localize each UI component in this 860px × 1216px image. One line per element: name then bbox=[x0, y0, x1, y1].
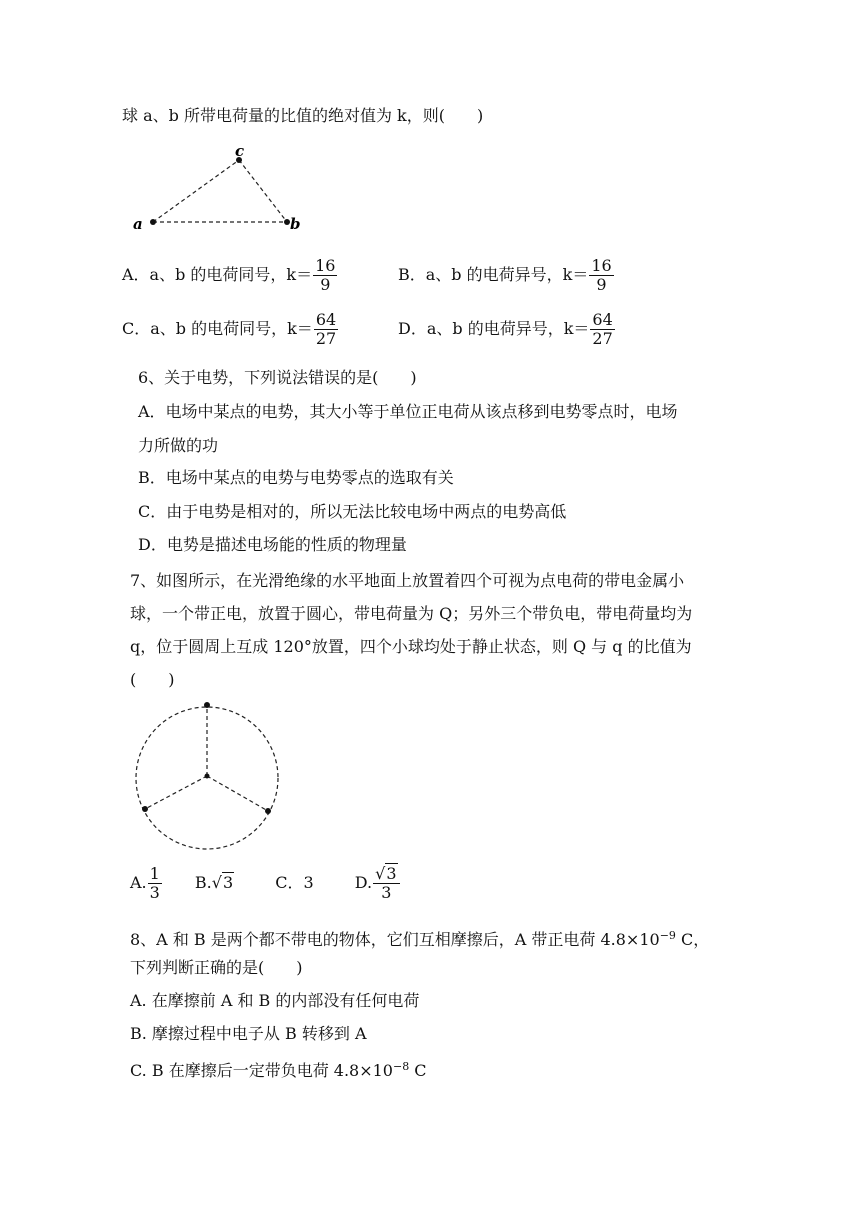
q8-option-a: A. 在摩擦前 A 和 B 的内部没有任何电荷 bbox=[130, 991, 420, 1010]
q7-options bbox=[130, 864, 400, 902]
q8-line2: 下列判断正确的是( ) bbox=[130, 958, 303, 977]
point-label-b: b bbox=[290, 215, 301, 233]
sqrt: √3 bbox=[211, 873, 234, 892]
q5-option-d bbox=[398, 312, 615, 347]
q5-option-d-text: D．a、b 的电荷异号，k＝ bbox=[398, 319, 590, 338]
fraction: $\frac{64}{27}$ bbox=[592, 310, 613, 348]
q7-line2: 球，一个带正电，放置于圆心，带电荷量为 Q；另外三个带负电，带电荷量均为 bbox=[130, 604, 693, 623]
q8-line1: 8、A 和 B 是两个都不带电的物体，它们互相摩擦后，A 带正电荷 $4.8\times 10^{-9}$ C， bbox=[130, 929, 710, 949]
triangle-figure bbox=[120, 140, 320, 240]
q7-line1: 7、如图所示，在光滑绝缘的水平地面上放置着四个可视为点电荷的带电金属小 bbox=[130, 571, 685, 590]
q6-stem: 6、关于电势，下列说法错误的是( ) bbox=[138, 368, 417, 387]
point-label-c: c bbox=[235, 142, 245, 160]
q7-option-a: A. $\frac{1}{3}$ bbox=[130, 864, 160, 902]
q6-option-c: C．由于电势是相对的，所以无法比较电场中两点的电势高低 bbox=[138, 502, 567, 521]
q6-option-d: D．电势是描述电场能的性质的物理量 bbox=[138, 535, 407, 554]
q5-option-b bbox=[398, 258, 614, 293]
q6-option-b: B．电场中某点的电势与电势零点的选取有关 bbox=[138, 468, 454, 487]
q5-option-a bbox=[122, 258, 337, 293]
q5-option-b-text: B．a、b 的电荷异号，k＝ bbox=[398, 265, 589, 284]
q7-option-c: C．3 bbox=[275, 873, 314, 892]
fraction: $\frac{16}{9}$ bbox=[315, 256, 336, 294]
q5-stem: 球 a、b 所带电荷量的比值的绝对值为 k，则( ) bbox=[122, 106, 484, 125]
q5-option-c bbox=[122, 312, 338, 347]
q6-option-a-line2: 力所做的功 bbox=[138, 436, 219, 455]
q7-line4: ( ) bbox=[130, 670, 175, 689]
q6-option-a-line1: A．电场中某点的电势，其大小等于单位正电荷从该点移到电势零点时，电场 bbox=[138, 402, 678, 421]
q8-option-b: B. 摩擦过程中电子从 B 转移到 A bbox=[130, 1024, 367, 1043]
circle-figure bbox=[126, 696, 286, 856]
fraction: $\frac{16}{9}$ bbox=[591, 256, 612, 294]
fraction: $\frac{64}{27}$ bbox=[315, 310, 337, 348]
q7-option-b: B.√3 bbox=[195, 873, 234, 892]
fraction: $\frac{√3}{3}$ bbox=[373, 866, 399, 901]
point-label-a: a bbox=[133, 215, 143, 233]
q7-option-d: D. $\frac{√3}{3}$ bbox=[355, 873, 400, 892]
fraction: $\frac{1}{3}$ bbox=[149, 864, 160, 902]
q5-option-a-text: A．a、b 的电荷同号，k＝ bbox=[122, 265, 313, 284]
q5-option-c-text: C．a、b 的电荷同号，k＝ bbox=[122, 319, 313, 338]
q8-option-c: C. B 在摩擦后一定带负电荷 $4.8\times 10^{-8}$ C bbox=[130, 1060, 427, 1080]
q7-line3: q，位于圆周上互成 120°放置，四个小球均处于静止状态，则 Q 与 q 的比值为 bbox=[130, 637, 692, 656]
